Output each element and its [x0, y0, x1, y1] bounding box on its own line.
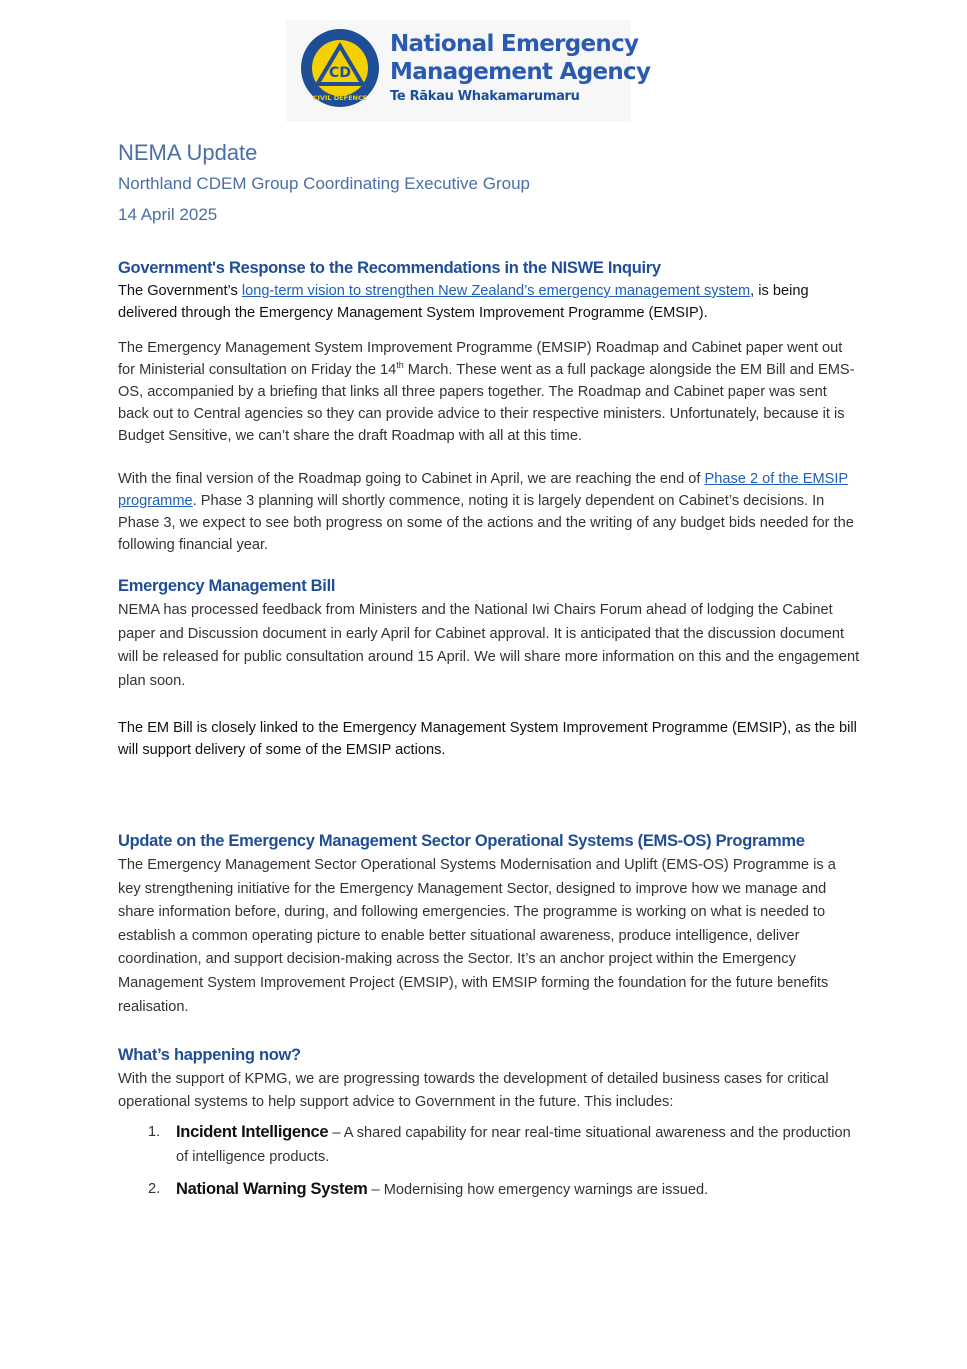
- systems-list: [118, 1120, 860, 1202]
- logo-wordmark: [390, 30, 650, 106]
- logo-line-1: National Emergency: [390, 31, 639, 57]
- paragraph: With the final version of the Roadmap going to Cabinet in April, we are reaching the end of Phase 2 of the EMSIP programme. Phase 3 planning will shortly commence, noting it is largely dependent on Cabinet’s decisions. In Phase 3, we expect to see both progress on some of the actions and the writing of any budget bids needed for the following financial year.: [118, 471, 854, 553]
- paragraph: With the support of KPMG, we are progressing towards the development of detailed business cases for critical operational systems to help support advice to Government in the future. This includes:: [118, 1071, 829, 1111]
- document-title: NEMA Update: [118, 140, 258, 165]
- vision-link[interactable]: long-term vision to strengthen New Zealand’s emergency management system: [241, 283, 751, 299]
- document-body: [118, 138, 860, 1202]
- list-item: 2. National Warning System – Modernising how emergency warnings are issued.: [148, 1180, 709, 1199]
- section-heading: Emergency Management Bill: [118, 577, 336, 595]
- badge-text: CD: [329, 65, 351, 81]
- section-heading: Update on the Emergency Management Sector Operational Systems (EMS-OS) Programme: [118, 832, 805, 850]
- paragraph: The EM Bill is closely linked to the Emergency Management System Improvement Programme (EMSIP), as the bill will support delivery of some of the EMSIP actions.: [118, 720, 857, 758]
- section-heading: What’s happening now?: [118, 1046, 301, 1065]
- section-ems-os: [118, 830, 860, 1019]
- nema-logo: [286, 20, 651, 122]
- paragraph: NEMA has processed feedback from Ministers and the National Iwi Chairs Forum ahead of lodging the Cabinet paper and Discussion document in early April for Cabinet approval. It is anticipated that the discussion document will be released for public consultation around 15 April. We will share more information on this and the engagement plan soon.: [118, 602, 860, 689]
- logo-subtitle: Te Rākau Whakamarumaru: [390, 89, 580, 104]
- list-item: 1. Incident Intelligence – A shared capability for near real-time situational awareness and the production of intelligence products.: [148, 1123, 851, 1166]
- section-niswe: [118, 257, 860, 556]
- section-em-bill: [118, 575, 860, 761]
- paragraph: The Government’s long-term vision to strengthen New Zealand’s emergency management system, is being delivered through the Emergency Management System Improvement Programme (EMSIP).: [118, 283, 809, 321]
- document-subtitle: Northland CDEM Group Coordinating Executive Group: [118, 174, 530, 193]
- badge-ring-text: CIVIL DEFENCE: [312, 94, 368, 102]
- phase-2-link[interactable]: Phase 2 of the EMSIP programme: [118, 471, 849, 509]
- paragraph: The Emergency Management System Improvement Programme (EMSIP) Roadmap and Cabinet paper went out for Ministerial consultation on Friday the 14th March. These went as a full package alongside the EM Bill and EMS-OS, accompanied by a briefing that links all three papers together. The Roadmap and Cabinet paper was sent back out to Central agencies so they can provide advice to their respective ministers. Unfortunately, because it is Budget Sensitive, we can’t share the draft Roadmap with all at this time.: [118, 340, 855, 444]
- logo-line-2: Management Agency: [390, 59, 651, 85]
- document-date: 14 April 2025: [118, 205, 218, 224]
- section-heading: Government's Response to the Recommendations in the NISWE Inquiry: [118, 259, 661, 277]
- civil-defence-badge-icon: [300, 28, 380, 108]
- section-happening-now: [118, 1044, 860, 1202]
- paragraph: The Emergency Management Sector Operational Systems Modernisation and Uplift (EMS-OS) Programme is a key strengthening initiative for the Emergency Management Sector, designed to improve how we manage and share information before, during, and following emergencies. The programme is working on what is needed to establish a common operating picture to enable better situational awareness, produce intelligence, deliver coordination, and support decision-making across the Sector. It’s an anchor project within the Emergency Management System Improvement Project (EMSIP), with EMSIP forming the foundation for the future benefits realisation.: [118, 857, 836, 1015]
